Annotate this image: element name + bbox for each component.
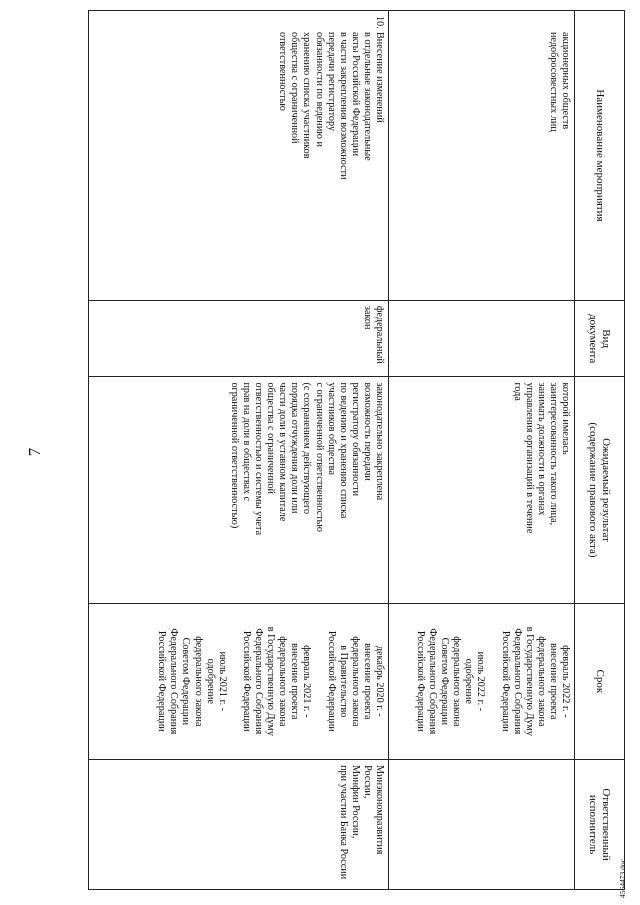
cell-action xyxy=(389,11,575,301)
cell-deadline: декабрь 2020 г. - внесение проекта федерального закона в Правительство Российской Федерации февраль 2021 г. - внесение проекта федерального закона в Государственную Думу Федерального Собрания Российской Федерации июль 2021 г. - одобрение федерального закона Советом Федерации Федерального Собрания Российской Федерации xyxy=(89,603,389,760)
action-text: Внесение изменений в отдельные законодательные акты Российской Федерации в части закрепления возможности передачи регистратору обязанности по ведению и хранению списка участников общества с ограниченной ответственностью xyxy=(277,32,385,180)
table-header-row xyxy=(575,11,625,890)
row-number xyxy=(547,16,571,32)
header-responsible: Ответственный исполнитель xyxy=(575,760,625,890)
header-result: Ожидаемый результат (содержание правового акта) xyxy=(575,377,625,603)
page-number: 7 xyxy=(25,447,44,457)
cell-action xyxy=(89,11,389,301)
header-deadline: Срок xyxy=(575,603,625,760)
table-row xyxy=(389,11,575,890)
cell-result: законодательно закреплена возможность передачи регистратору обязанности по ведению и хранению списка участников общества с ограниченной ответственностью (с сохранением действующего порядка отчуждения доли или части доли в уставном капитале общества с ограниченной ответственностью и системы учета прав на доли в обществах с ограниченной ответственностью) xyxy=(89,377,389,603)
cell-deadline: февраль 2022 г. - внесение проекта федерального закона в Государственную Думу Федерального Собрания Российской Федерации июль 2022 г. - одобрение федерального закона Советом Федерации Федерального Собрания Российской Федерации xyxy=(389,603,575,760)
cell-responsible xyxy=(389,760,575,890)
action-text: акционерных обществ недобросовестных лиц xyxy=(547,32,571,132)
cell-responsible: Минэкономразвития России, Минфин России, при участии Банка России xyxy=(89,760,389,890)
document-code: 4564473.doc xyxy=(618,859,627,898)
cell-doc-type xyxy=(389,300,575,377)
cell-result: которой имелась заинтересованность такого лица, занимать должности в органах управления организаций в течение года xyxy=(389,377,575,603)
rotated-table-container xyxy=(60,10,625,890)
header-action: Наименование мероприятия xyxy=(575,11,625,301)
header-doc-type: Вид документа xyxy=(575,300,625,377)
table-row xyxy=(89,11,389,890)
cell-doc-type: федеральный закон xyxy=(89,300,389,377)
table-page xyxy=(60,10,625,890)
action-plan-table xyxy=(88,10,625,890)
row-number: 10. xyxy=(374,16,385,29)
